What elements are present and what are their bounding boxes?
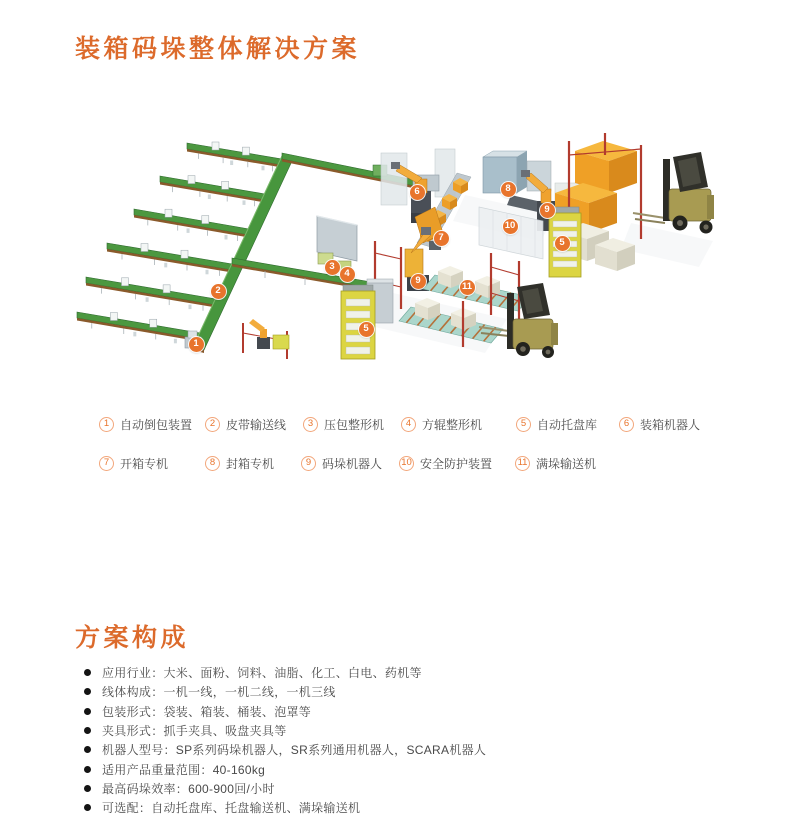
bullet-dot	[84, 746, 91, 753]
bullet-text: 最高码垛效率：600-900回/小时	[102, 781, 275, 796]
bullet-dot	[84, 708, 91, 715]
legend-item-1	[99, 416, 192, 432]
legend-item-5	[516, 416, 597, 432]
diagram-marker-2: 2	[211, 284, 226, 299]
bullet-text: 夹具形式：抓手夹具、吸盘夹具等	[102, 724, 287, 739]
legend-label: 码垛机器人	[322, 456, 383, 471]
legend-number-badge: 9	[301, 456, 316, 471]
list-item	[84, 759, 486, 778]
legend-label: 皮带输送线	[226, 417, 287, 432]
page-title: 装箱码垛整体解决方案	[75, 35, 361, 63]
diagram-marker-8: 8	[501, 182, 516, 197]
legend-item-11	[515, 455, 596, 471]
legend-label: 装箱机器人	[640, 417, 701, 432]
legend-item-2	[205, 416, 286, 432]
legend-label: 自动倒包装置	[120, 417, 193, 432]
diagram-marker-7: 7	[434, 231, 449, 246]
list-item	[84, 779, 486, 798]
bullet-dot	[84, 727, 91, 734]
legend-number-badge: 6	[619, 417, 634, 432]
legend-item-4	[401, 416, 482, 432]
solution-diagram	[75, 95, 715, 385]
list-item	[84, 721, 486, 740]
diagram-marker-5: 5	[359, 322, 374, 337]
legend-row-1	[0, 416, 790, 434]
bullet-dot	[84, 804, 91, 811]
legend-number-badge: 2	[205, 417, 220, 432]
legend-number-badge: 3	[303, 417, 318, 432]
bullet-text: 机器人型号：SP系列码垛机器人，SR系列通用机器人，SCARA机器人	[102, 743, 487, 758]
list-item	[84, 702, 486, 721]
legend-item-6	[619, 416, 700, 432]
legend-label: 满垛输送机	[536, 456, 597, 471]
legend-label: 自动托盘库	[537, 417, 598, 432]
list-item	[84, 798, 486, 817]
list-item	[84, 663, 486, 682]
legend-number-badge: 10	[399, 456, 414, 471]
legend-row-2	[0, 455, 790, 473]
legend-item-3	[303, 416, 384, 432]
legend-item-7	[99, 455, 168, 471]
bullet-text: 包装形式：袋装、箱装、桶装、泡罩等	[102, 704, 312, 719]
legend-item-8	[205, 455, 274, 471]
diagram-marker-1: 1	[189, 337, 204, 352]
diagram-marker-5: 5	[555, 236, 570, 251]
legend-number-badge: 4	[401, 417, 416, 432]
diagram-marker-10: 10	[503, 219, 518, 234]
diagram-marker-6: 6	[410, 185, 425, 200]
diagram-marker-3: 3	[325, 260, 340, 275]
diagram-marker-9: 9	[540, 203, 555, 218]
bullet-text: 适用产品重量范围：40-160kg	[102, 762, 266, 777]
legend-item-9	[301, 455, 382, 471]
section-title: 方案构成	[75, 624, 190, 652]
legend-label: 封箱专机	[226, 456, 275, 471]
legend-number-badge: 5	[516, 417, 531, 432]
bullet-text: 可选配：自动托盘库、托盘输送机、满垛输送机	[102, 801, 361, 816]
diagram-marker-4: 4	[340, 267, 355, 282]
legend-number-badge: 11	[515, 456, 530, 471]
diagram-marker-11: 11	[460, 280, 475, 295]
list-item	[84, 740, 486, 759]
legend-number-badge: 1	[99, 417, 114, 432]
bullet-text: 应用行业：大米、面粉、饲料、油脂、化工、白电、药机等	[102, 666, 422, 681]
legend-number-badge: 8	[205, 456, 220, 471]
bullet-dot	[84, 785, 91, 792]
list-item	[84, 682, 486, 701]
legend-label: 开箱专机	[120, 456, 169, 471]
legend-label: 安全防护装置	[420, 456, 493, 471]
legend-label: 压包整形机	[324, 417, 385, 432]
diagram-markers	[75, 95, 715, 385]
bullet-text: 线体构成：一机一线，一机二线，一机三线	[102, 685, 336, 700]
bullet-dot	[84, 669, 91, 676]
bullet-dot	[84, 766, 91, 773]
solution-composition-list	[84, 663, 486, 817]
diagram-marker-9: 9	[411, 274, 426, 289]
legend-number-badge: 7	[99, 456, 114, 471]
bullet-dot	[84, 688, 91, 695]
legend-label: 方辊整形机	[422, 417, 483, 432]
legend-item-10	[399, 455, 492, 471]
